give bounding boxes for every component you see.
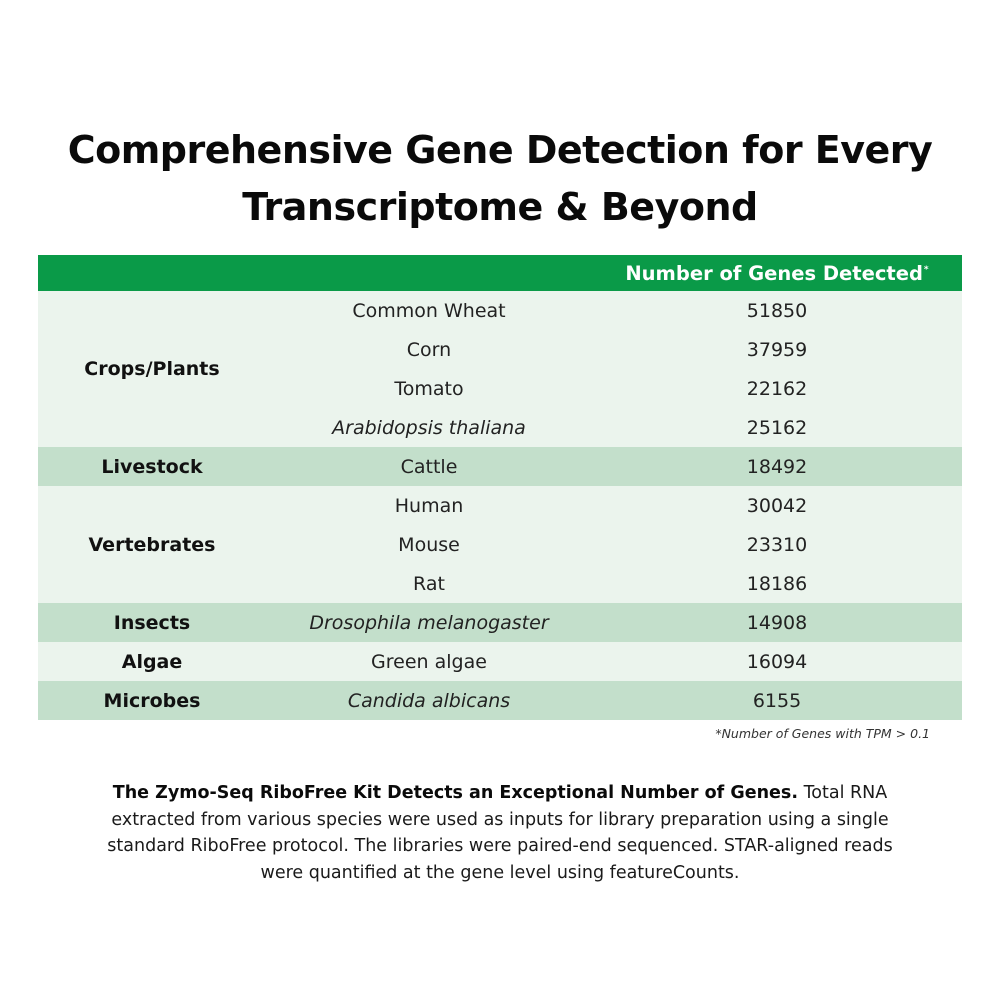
header-genes-label: Number of Genes Detected <box>625 261 923 285</box>
genes-value-cell: 14908 <box>592 603 962 642</box>
header-organism-cell <box>266 255 592 291</box>
table-row <box>38 486 962 525</box>
organism-cell: Arabidopsis thaliana <box>266 408 592 447</box>
category-cell: Vertebrates <box>38 486 266 603</box>
header-footnote-marker: * <box>923 265 929 275</box>
table-footnote: *Number of Genes with TPM > 0.1 <box>715 726 930 741</box>
table-body <box>38 291 962 720</box>
page-title <box>0 122 1000 236</box>
table-row <box>38 642 962 681</box>
header-genes-cell <box>592 255 962 291</box>
organism-cell: Tomato <box>266 369 592 408</box>
organism-cell: Candida albicans <box>266 681 592 720</box>
genes-value-cell: 16094 <box>592 642 962 681</box>
category-cell: Insects <box>38 603 266 642</box>
category-cell: Livestock <box>38 447 266 486</box>
genes-value-cell: 23310 <box>592 525 962 564</box>
table-header-row <box>38 255 962 291</box>
caption-bold: The Zymo-Seq RiboFree Kit Detects an Exceptional Number of Genes. <box>112 783 798 803</box>
category-cell: Microbes <box>38 681 266 720</box>
genes-value-cell: 51850 <box>592 291 962 330</box>
figure-caption <box>85 780 915 886</box>
genes-value-cell: 25162 <box>592 408 962 447</box>
gene-detection-table <box>38 255 962 720</box>
organism-cell: Drosophila melanogaster <box>266 603 592 642</box>
genes-value-cell: 18492 <box>592 447 962 486</box>
genes-value-cell: 6155 <box>592 681 962 720</box>
organism-cell: Corn <box>266 330 592 369</box>
table-row <box>38 603 962 642</box>
organism-cell: Human <box>266 486 592 525</box>
title-line-1: Comprehensive Gene Detection for Every <box>67 128 933 172</box>
category-cell: Crops/Plants <box>38 291 266 447</box>
organism-cell: Cattle <box>266 447 592 486</box>
header-category-cell <box>38 255 266 291</box>
table-row <box>38 447 962 486</box>
organism-cell: Common Wheat <box>266 291 592 330</box>
caption-text: Total RNA extracted from various species were used as inputs for library preparation using a single standard RiboFree protocol. The libraries were paired-end sequenced. STAR-aligned reads were quantified at the gene level using featureCounts. <box>107 783 893 883</box>
organism-cell: Rat <box>266 564 592 603</box>
genes-value-cell: 18186 <box>592 564 962 603</box>
category-cell: Algae <box>38 642 266 681</box>
genes-value-cell: 30042 <box>592 486 962 525</box>
table-row <box>38 681 962 720</box>
title-line-2: Transcriptome & Beyond <box>242 185 758 229</box>
genes-value-cell: 37959 <box>592 330 962 369</box>
organism-cell: Green algae <box>266 642 592 681</box>
table-row <box>38 291 962 330</box>
organism-cell: Mouse <box>266 525 592 564</box>
genes-value-cell: 22162 <box>592 369 962 408</box>
